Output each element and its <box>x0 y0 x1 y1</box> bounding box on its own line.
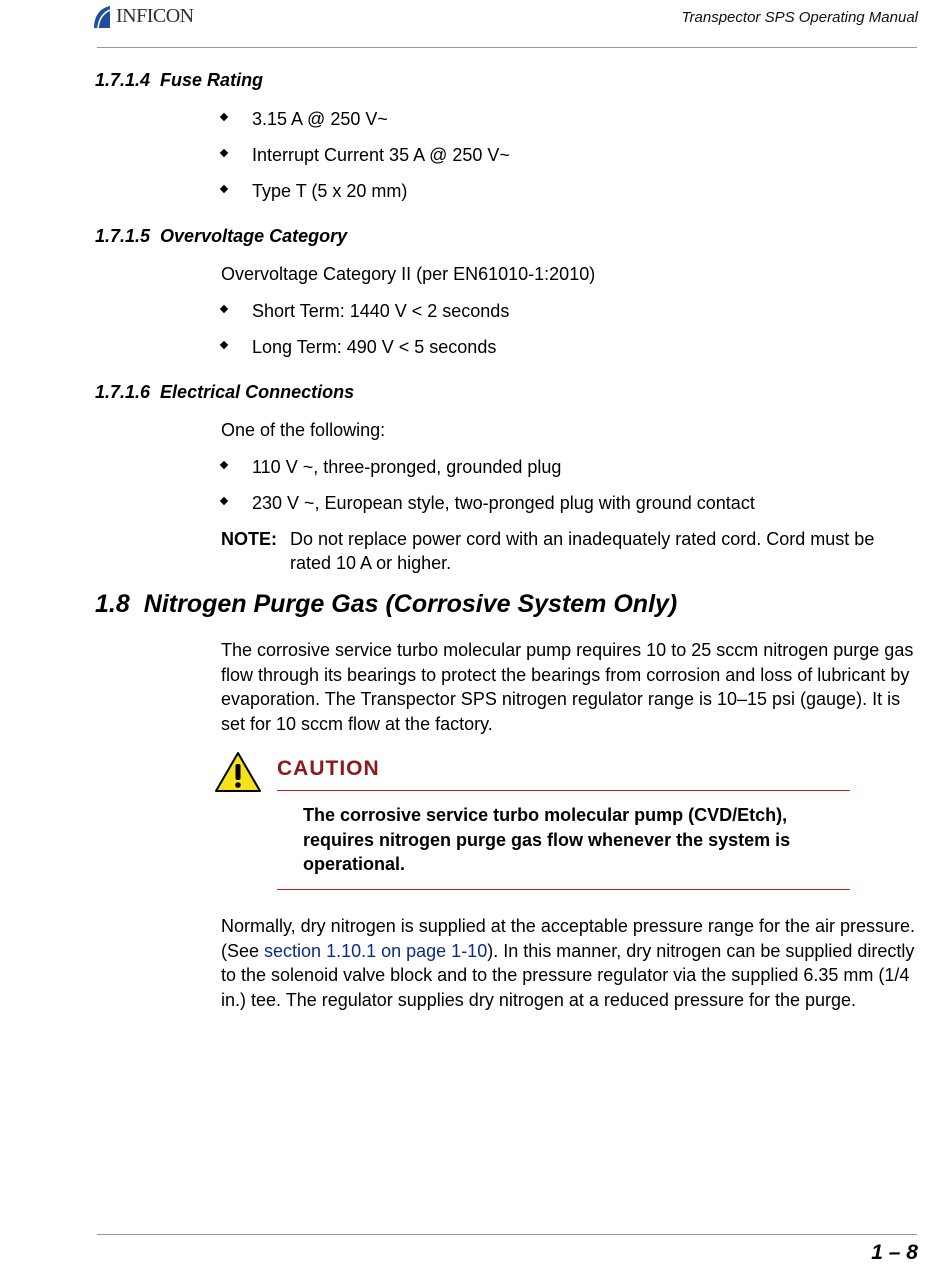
bullet-diamond-icon <box>220 149 228 157</box>
heading-fuse-rating <box>95 70 263 91</box>
page-header <box>0 0 950 50</box>
caution-divider-bottom <box>277 889 850 890</box>
note-label: NOTE: <box>221 529 277 549</box>
manual-title: Transpector SPS Operating Manual <box>681 9 918 26</box>
caution-divider-top <box>277 790 850 791</box>
electrical-intro: One of the following: <box>221 420 386 440</box>
caution-label: CAUTION <box>277 757 380 780</box>
bullet-diamond-icon <box>220 185 228 193</box>
heading-electrical-connections <box>95 382 354 403</box>
heading-title: Fuse Rating <box>160 70 264 90</box>
warning-triangle-icon <box>214 751 262 793</box>
logo-text: INFICON <box>116 5 194 27</box>
heading-number: 1.8 <box>95 590 130 618</box>
overvoltage-intro: Overvoltage Category II (per EN61010-1:2010) <box>221 264 596 284</box>
heading-title: Electrical Connections <box>160 382 355 402</box>
bullet-diamond-icon <box>220 497 228 505</box>
heading-overvoltage-category <box>95 226 347 247</box>
heading-nitrogen-purge-gas <box>95 590 677 619</box>
nitrogen-paragraph-1: The corrosive service turbo molecular pump requires 10 to 25 sccm nitrogen purge gas flow through its bearings to protect the bearings from corrosion and loss of lubricant by evaporation. The Transpector SPS nitrogen regulator range is 10–15 psi (gauge). It is set for 10 sccm flow at the factory. <box>221 640 914 734</box>
heading-title: Nitrogen Purge Gas (Corrosive System Only) <box>143 590 678 618</box>
bullet-diamond-icon <box>220 341 228 349</box>
heading-number: 1.7.1.4 <box>95 70 151 90</box>
caution-text: The corrosive service turbo molecular pump (CVD/Etch), requires nitrogen purge gas flow whenever the system is operational. <box>303 805 791 874</box>
header-divider <box>97 47 917 48</box>
footer-divider <box>97 1234 917 1235</box>
heading-number: 1.7.1.6 <box>95 382 151 402</box>
heading-number: 1.7.1.5 <box>95 226 151 246</box>
note-text: Do not replace power cord with an inadequately rated cord. Cord must be rated 10 A or higher. <box>290 529 875 573</box>
section-link[interactable]: section 1.10.1 on page 1-10 <box>264 940 488 961</box>
bullet-diamond-icon <box>220 113 228 121</box>
bullet-diamond-icon <box>220 461 228 469</box>
nitrogen-paragraph-2: Normally, dry nitrogen is supplied at the acceptable pressure range for the air pressure. (See section 1.10.1 on page 1-10). In this manner, dry nitrogen can be supplied directly to the solenoid valve block and to the pressure regulator via the supplied 6.35 mm (1/4 in.) tee. The regulator supplies dry nitrogen at a reduced pressure for the purge. <box>221 916 916 1010</box>
bullet-diamond-icon <box>220 305 228 313</box>
heading-title: Overvoltage Category <box>160 226 348 246</box>
page-number: 1 – 8 <box>871 1241 918 1264</box>
